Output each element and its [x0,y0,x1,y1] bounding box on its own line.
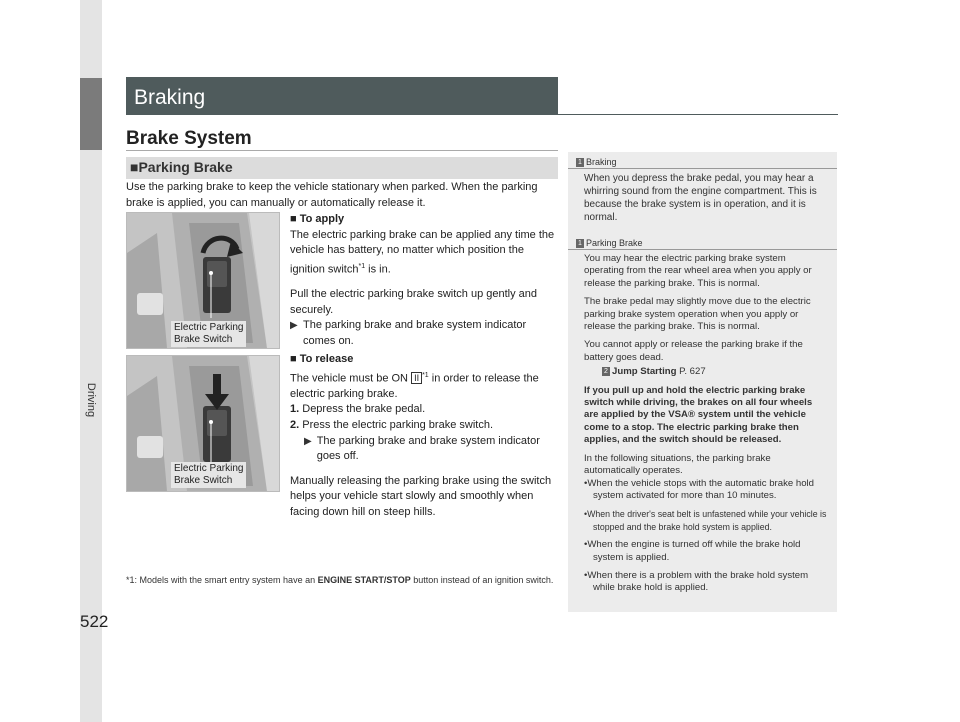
parking-brake-release-image [126,355,280,492]
bullet-item: •When the engine is turned off while the brake hold system is applied. [584,539,801,563]
release-step-1 [290,402,560,418]
note-braking-title [568,157,837,167]
footnote-bold: ENGINE START/STOP [317,575,411,585]
bullet-text: When the vehicle stops with the automatic brake hold system activated for more than 10 minutes. [587,477,815,501]
footnote [126,574,556,587]
image-caption [171,321,246,347]
note-marker-icon: 1 [576,239,584,248]
caption-line-1: Electric Parking [174,322,244,333]
footnote-start: *1: Models with the smart entry system have an [126,575,318,585]
bullet-item: •When the driver's seat belt is unfastened while your vehicle is stopped and the brake hold system is applied. [584,509,827,532]
step-1-text: Depress the brake pedal. [302,403,426,416]
release-footnote-ref[interactable]: *1 [422,371,429,379]
section-title: Braking [134,86,206,109]
release-manual-note: Manually releasing the parking brake using the switch helps your vehicle start slowly and smoothly when facing down hill on steep hills. [290,474,552,518]
step-1-number: 1. [290,403,300,416]
step-2-number: 2. [290,419,300,432]
reference-arrow-icon: 2 [602,367,610,376]
release-section [290,352,560,521]
note-parking-p1: You may hear the electric parking brake system operating from the rear wheel area when you apply or release the parking brake. This is normal. [584,253,812,289]
note-marker-icon: 1 [576,158,584,167]
apply-result [290,318,560,349]
bullet-text: When the engine is turned off while the brake hold system is applied. [587,539,801,563]
ref-label: Jump Starting [612,366,677,378]
bullet-text: When the driver's seat belt is unfastened while your vehicle is stopped and the brake hold system is applied. [587,509,827,532]
note-parking-warning: If you pull up and hold the electric parking brake switch while driving, the brakes on all four wheels are applied by the VSA® system until the vehicle come to a stop. The electric parking brake then applies, and the switch should be released. [584,384,813,446]
apply-text1-end: is in. [365,263,391,276]
intro-text: Use the parking brake to keep the vehicle stationary when parked. When the parking brake is applied, you can manually or automatically release it. [126,181,538,209]
release-text [290,368,560,403]
apply-section [290,212,560,349]
release-step-2 [290,418,560,434]
chapter-tab-label: Driving [85,382,98,418]
release-result-text: The parking brake and brake system indicator goes off. [316,434,540,463]
release-heading-text: To release [299,353,354,365]
subheading: ■Parking Brake [130,159,233,175]
image-caption [171,462,246,488]
note-braking [568,157,837,224]
release-text-end: in order to release the electric parking brake. [290,372,539,400]
result-arrow-icon: ▶ [290,320,298,332]
note-rule [568,249,837,250]
apply-result-text: The parking brake and brake system indicator comes on. [302,319,527,347]
release-text-start: The vehicle must be ON [290,372,412,385]
ignition-position-key: II [411,372,422,384]
subheading-text: Parking Brake [138,159,233,175]
apply-heading: ■ To apply [290,213,345,225]
note-parking-p3: You cannot apply or release the parking brake if the battery goes dead. [584,339,803,363]
apply-footnote-ref[interactable]: *1 [358,262,366,270]
footnote-end: button instead of an ignition switch. [410,575,554,585]
note-parking-brake [568,238,837,601]
subheading-bar [126,157,558,179]
note-braking-title-text: Braking [586,157,617,167]
note-parking-p4: In the following situations, the parking brake automatically operates. [584,452,771,477]
jump-starting-ref[interactable] [584,366,827,378]
caption-line-2: Brake Switch [174,475,233,486]
note-parking-title-text: Parking Brake [586,238,643,248]
note-rule [568,168,837,169]
release-result [290,434,560,465]
bullet-item: •When the vehicle stops with the automatic brake hold system activated for more than 10 minutes. [584,477,815,501]
note-parking-title [568,238,837,248]
caption-line-2: Brake Switch [174,334,233,345]
title-rule [558,114,838,115]
ref-page: P. 627 [676,366,706,378]
side-strip-accent [80,78,102,150]
chapter-tab[interactable] [81,372,101,428]
release-heading: ■ To release [290,353,354,365]
page-number: 522 [80,612,109,631]
side-notes-panel [568,152,837,612]
apply-text1-body: The electric parking brake can be applied any time the vehicle has battery, no matter which position the ignition switch [290,228,555,276]
parking-brake-apply-image [126,212,280,349]
apply-heading-text: To apply [299,213,345,225]
caption-line-1: Electric Parking [174,463,244,474]
bullet-item: •When there is a problem with the brake hold system while brake hold is applied. [584,569,809,594]
heading-rule [126,150,558,151]
page-heading: Brake System [126,128,252,149]
result-arrow-icon: ▶ [304,435,312,447]
note-parking-body [568,253,837,595]
step-2-text: Press the electric parking brake switch. [302,419,493,432]
apply-text1 [290,228,560,278]
apply-text2: Pull the electric parking brake switch up gently and securely. [290,288,538,316]
note-braking-text: When you depress the brake pedal, you may hear a whirring sound from the engine compartment. This is because the brake system is in operation, and it is normal. [584,173,817,223]
section-title-bar [126,77,558,115]
note-parking-p2: The brake pedal may slightly move due to the electric parking brake system operation when you apply or release the parking brake. This is normal. [584,296,811,333]
bullet-text: When there is a problem with the brake hold system while brake hold is applied. [587,569,809,594]
